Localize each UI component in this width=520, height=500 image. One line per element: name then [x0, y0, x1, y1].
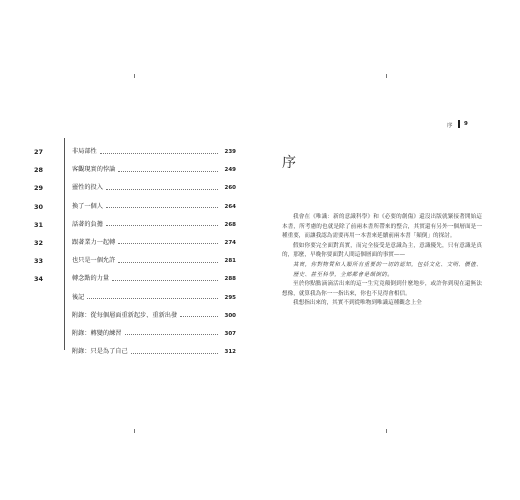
toc-entry-page: 274	[224, 239, 236, 246]
toc-entry-page: 281	[224, 258, 236, 265]
toc-entry-title: 話著的負擔	[72, 220, 103, 228]
running-head: 序	[447, 123, 453, 129]
toc-entry	[34, 348, 234, 366]
toc-entry-title: 靈性的投入	[72, 184, 103, 192]
toc-entry-page: 239	[224, 149, 236, 155]
toc-entry	[34, 257, 234, 275]
toc-leader-dots	[100, 153, 218, 154]
body-text	[282, 213, 482, 309]
toc-entry-title: 後記	[72, 293, 85, 301]
running-head-bar	[458, 120, 460, 128]
toc-entry-number: 27	[34, 148, 44, 156]
toc-entry-title: 跟著業力一起轉	[72, 238, 116, 246]
page-number: 9	[464, 121, 468, 127]
toc-entry-page: 307	[224, 330, 236, 337]
toc-entry	[34, 275, 234, 293]
toc-entry-page: 268	[224, 221, 236, 228]
toc-entry-title: 轉念點的力量	[72, 275, 110, 283]
chapter-title: 序	[282, 155, 296, 171]
toc-entry-number: 28	[34, 166, 44, 175]
toc-entry-number: 33	[34, 257, 44, 266]
toc-leader-dots	[106, 189, 218, 190]
toc-leader-dots	[118, 171, 218, 172]
toc-entry-title: 客觀現實的悖論	[72, 166, 116, 174]
toc-entry	[34, 239, 234, 257]
toc-entry	[34, 221, 234, 239]
toc-leader-dots	[131, 353, 218, 354]
toc-entry-page: 288	[224, 276, 236, 283]
toc-entry-page: 260	[224, 185, 236, 192]
toc-entry-number: 29	[34, 184, 44, 193]
toc-entry	[34, 330, 234, 348]
toc-entry	[34, 148, 234, 166]
table-of-contents	[34, 148, 234, 366]
toc-leader-dots	[112, 280, 218, 281]
toc-entry-title: 非局部性	[72, 148, 97, 155]
block-quote: 其實，你對物質和人類所有重要的一切的認知，包括文化、文明、價值、歷史、甚至科學，全部都會是顛倒的。	[293, 261, 482, 278]
toc-leader-dots	[106, 207, 218, 208]
toc-entry-page: 295	[224, 294, 236, 301]
paragraph: 我想指出來的，其實不到從唯物到唯識這種觀念上全	[293, 300, 422, 307]
toc-entry	[34, 166, 234, 184]
toc-entry-title: 附錄：轉變的練習	[72, 329, 122, 337]
toc-entry	[34, 294, 234, 312]
toc-leader-dots	[106, 225, 218, 226]
paragraph: 假如你要完全面對真實，而完全接受是意識為主，意識優先，只有意識是真的，那麼，早晚你要面對人間這個層面的事實——	[282, 242, 482, 259]
toc-entry-title: 換了一個人	[72, 202, 103, 210]
paragraph: 至於你點點滴滴活出來的這一生究竟顛倒到什麼地步，或許你到現在還無法想像，就算我為你一一指出來，你也不見得會相信。	[282, 281, 482, 297]
toc-entry-page: 300	[224, 312, 236, 319]
toc-entry-number: 34	[34, 275, 44, 284]
toc-leader-dots	[87, 298, 218, 299]
toc-leader-dots	[118, 262, 218, 263]
toc-entry	[34, 184, 234, 202]
toc-entry-page: 264	[224, 203, 236, 210]
toc-entry-page: 312	[224, 349, 236, 356]
toc-leader-dots	[125, 334, 218, 335]
toc-entry-title: 附錄：只是為了自己	[72, 348, 128, 356]
toc-entry	[34, 203, 234, 221]
toc-entry	[34, 312, 234, 330]
toc-leader-dots	[180, 316, 218, 317]
toc-entry-number: 31	[34, 220, 44, 229]
toc-leader-dots	[118, 243, 218, 244]
toc-entry-title: 也只是一個允許	[72, 257, 116, 265]
preface-page	[260, 0, 520, 500]
toc-entry-title: 附錄：從每個層面重新起步、重新出發	[72, 311, 178, 319]
toc-entry-number: 30	[34, 202, 44, 211]
toc-entry-page: 249	[224, 167, 236, 174]
paragraph: 我會在《唯識：新的意識科學》和《必要的創傷》還沒出版就緊接著開始這本書，所考慮的也就是除了前兩本書所帶來的整合，其實還有另外一個層面是一種重要，而讓我認為需要再用一本書來延續前兩本書「顛倒」的探討。	[282, 214, 482, 240]
toc-entry-number: 32	[34, 238, 44, 247]
